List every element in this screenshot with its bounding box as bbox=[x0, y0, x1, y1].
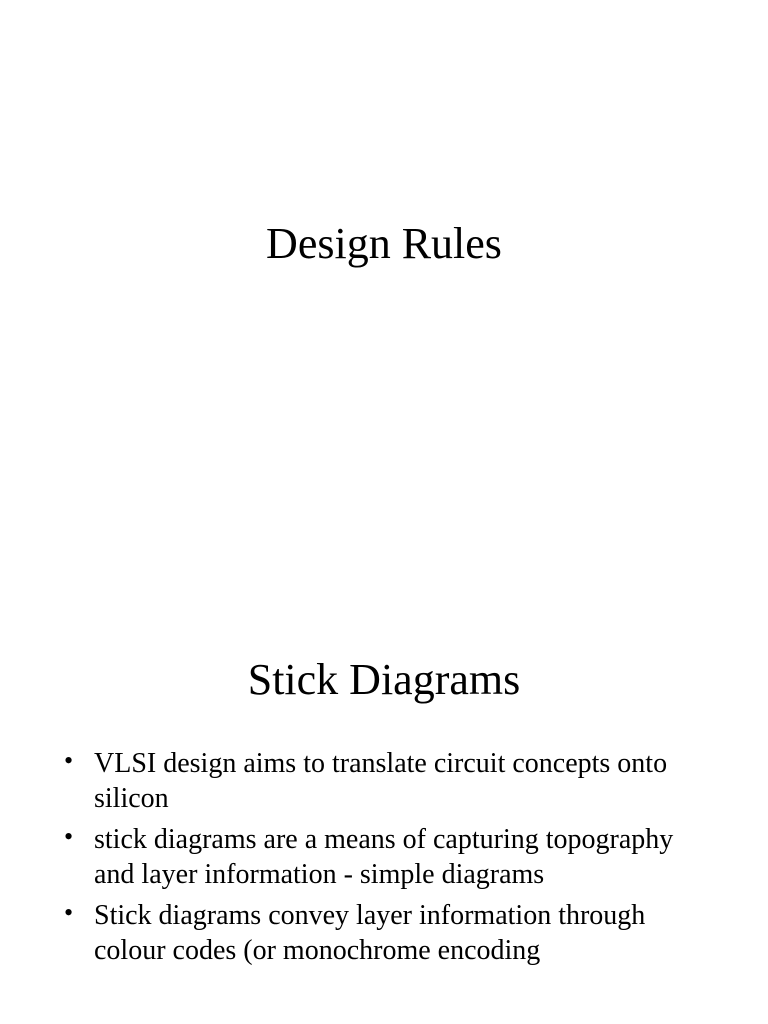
bullet-item bbox=[58, 822, 718, 892]
bullet-text: VLSI design aims to translate circuit concepts onto silicon bbox=[94, 748, 668, 814]
bullet-list bbox=[58, 746, 718, 974]
slide-2-title: Stick Diagrams bbox=[247, 655, 521, 704]
slide-2 bbox=[0, 576, 768, 1024]
bullet-text: Stick diagrams convey layer information through colour codes (or monochrome encoding bbox=[94, 900, 646, 966]
bullet-text: stick diagrams are a means of capturing topography and layer information - simple diagrams bbox=[94, 824, 674, 890]
bullet-icon: • bbox=[64, 746, 74, 775]
bullet-icon: • bbox=[64, 898, 74, 927]
bullet-item bbox=[58, 898, 718, 968]
bullet-icon: • bbox=[64, 822, 74, 851]
bullet-item bbox=[58, 746, 718, 816]
slide-1-title: Design Rules bbox=[266, 219, 502, 268]
